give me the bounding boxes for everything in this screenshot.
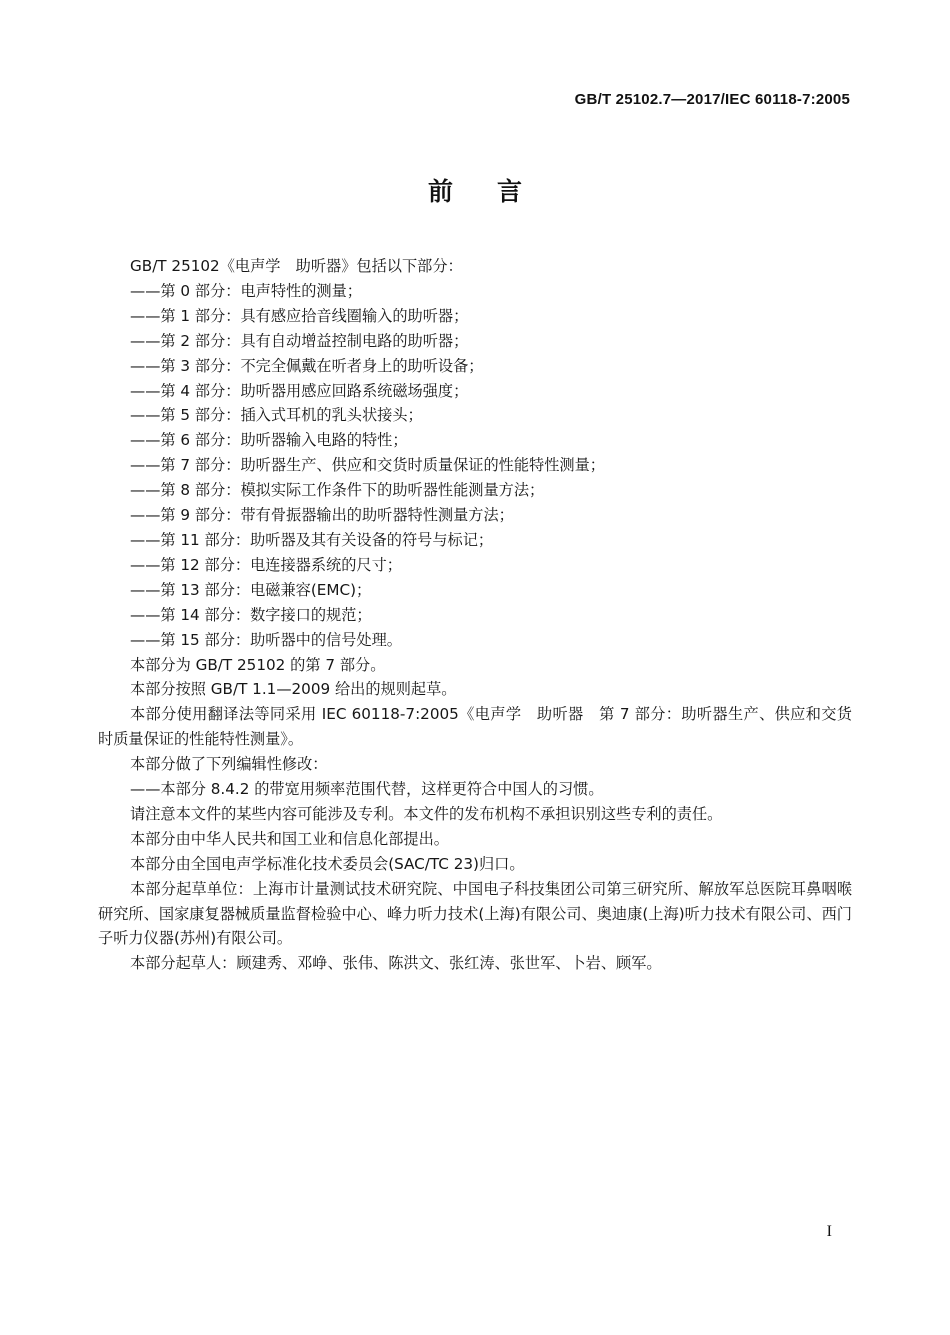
list-item: ——第 14 部分：数字接口的规范； <box>130 605 372 624</box>
list-item: ——第 9 部分：带有骨振器输出的助听器特性测量方法； <box>130 506 514 525</box>
intro-paragraph: GB/T 25102《电声学 助听器》包括以下部分： <box>130 257 463 275</box>
list-item: ——第 8 部分：模拟实际工作条件下的助听器性能测量方法； <box>130 481 545 500</box>
adoption-paragraph: 本部分使用翻译法等同采用 IEC 60118-7:2005《电声学 助听器 第 7 部分：助听器生产、供应和交货时质量保证的性能特性测量》。 <box>98 705 852 749</box>
patent-notice-paragraph: 请注意本文件的某些内容可能涉及专利。本文件的发布机构不承担识别这些专利的责任。 <box>130 804 723 823</box>
list-item: ——第 12 部分：电连接器系统的尺寸； <box>130 555 402 574</box>
part-of-paragraph: 本部分为 GB/T 25102 的第 7 部分。 <box>130 655 386 674</box>
list-item: ——第 7 部分：助听器生产、供应和交货时质量保证的性能特性测量； <box>130 456 605 475</box>
list-item: ——第 4 部分：助听器用感应回路系统磁场强度； <box>130 381 469 400</box>
list-item: ——第 1 部分：具有感应拾音线圈输入的助听器； <box>130 306 469 325</box>
list-item: ——第 3 部分：不完全佩戴在听者身上的助听设备； <box>130 356 484 375</box>
jurisdiction-paragraph: 本部分由全国电声学标准化技术委员会(SAC/TC 23)归口。 <box>130 854 525 873</box>
list-item: ——第 2 部分：具有自动增益控制电路的助听器； <box>130 331 469 350</box>
drafters-paragraph: 本部分起草人：顾建秀、邓峥、张伟、陈洪文、张红涛、张世军、卜岩、顾军。 <box>130 954 662 973</box>
page-title: 前言 <box>427 177 566 206</box>
edits-intro-paragraph: 本部分做了下列编辑性修改： <box>130 755 328 774</box>
edit-item: ——本部分 8.4.2 的带宽用频率范围代替，这样更符合中国人的习惯。 <box>130 780 604 799</box>
foreword-body <box>98 254 852 976</box>
drafting-units-paragraph: 本部分起草单位：上海市计量测试技术研究院、中国电子科技集团公司第三研究所、解放军总医院耳鼻咽喉研究所、国家康复器械质量监督检验中心、峰力听力技术(上海)有限公司、奥迪康(上海)听力技术有限公司、西门子听力仪器(苏州)有限公司。 <box>98 879 852 948</box>
drafting-rules-paragraph: 本部分按照 GB/T 1.1—2009 给出的规则起草。 <box>130 680 457 699</box>
list-item: ——第 0 部分：电声特性的测量； <box>130 281 362 300</box>
page-number: I <box>826 1223 832 1240</box>
standard-number: GB/T 25102.7—2017/IEC 60118-7:2005 <box>574 91 850 108</box>
list-item: ——第 13 部分：电磁兼容(EMC)； <box>130 580 372 599</box>
list-item: ——第 6 部分：助听器输入电路的特性； <box>130 431 408 450</box>
list-item: ——第 11 部分：助听器及其有关设备的符号与标记； <box>130 530 494 549</box>
proposed-by-paragraph: 本部分由中华人民共和国工业和信息化部提出。 <box>130 829 449 848</box>
list-item: ——第 15 部分：助听器中的信号处理。 <box>130 630 402 649</box>
list-item: ——第 5 部分：插入式耳机的乳头状接头； <box>130 406 423 425</box>
parts-list <box>98 279 852 653</box>
